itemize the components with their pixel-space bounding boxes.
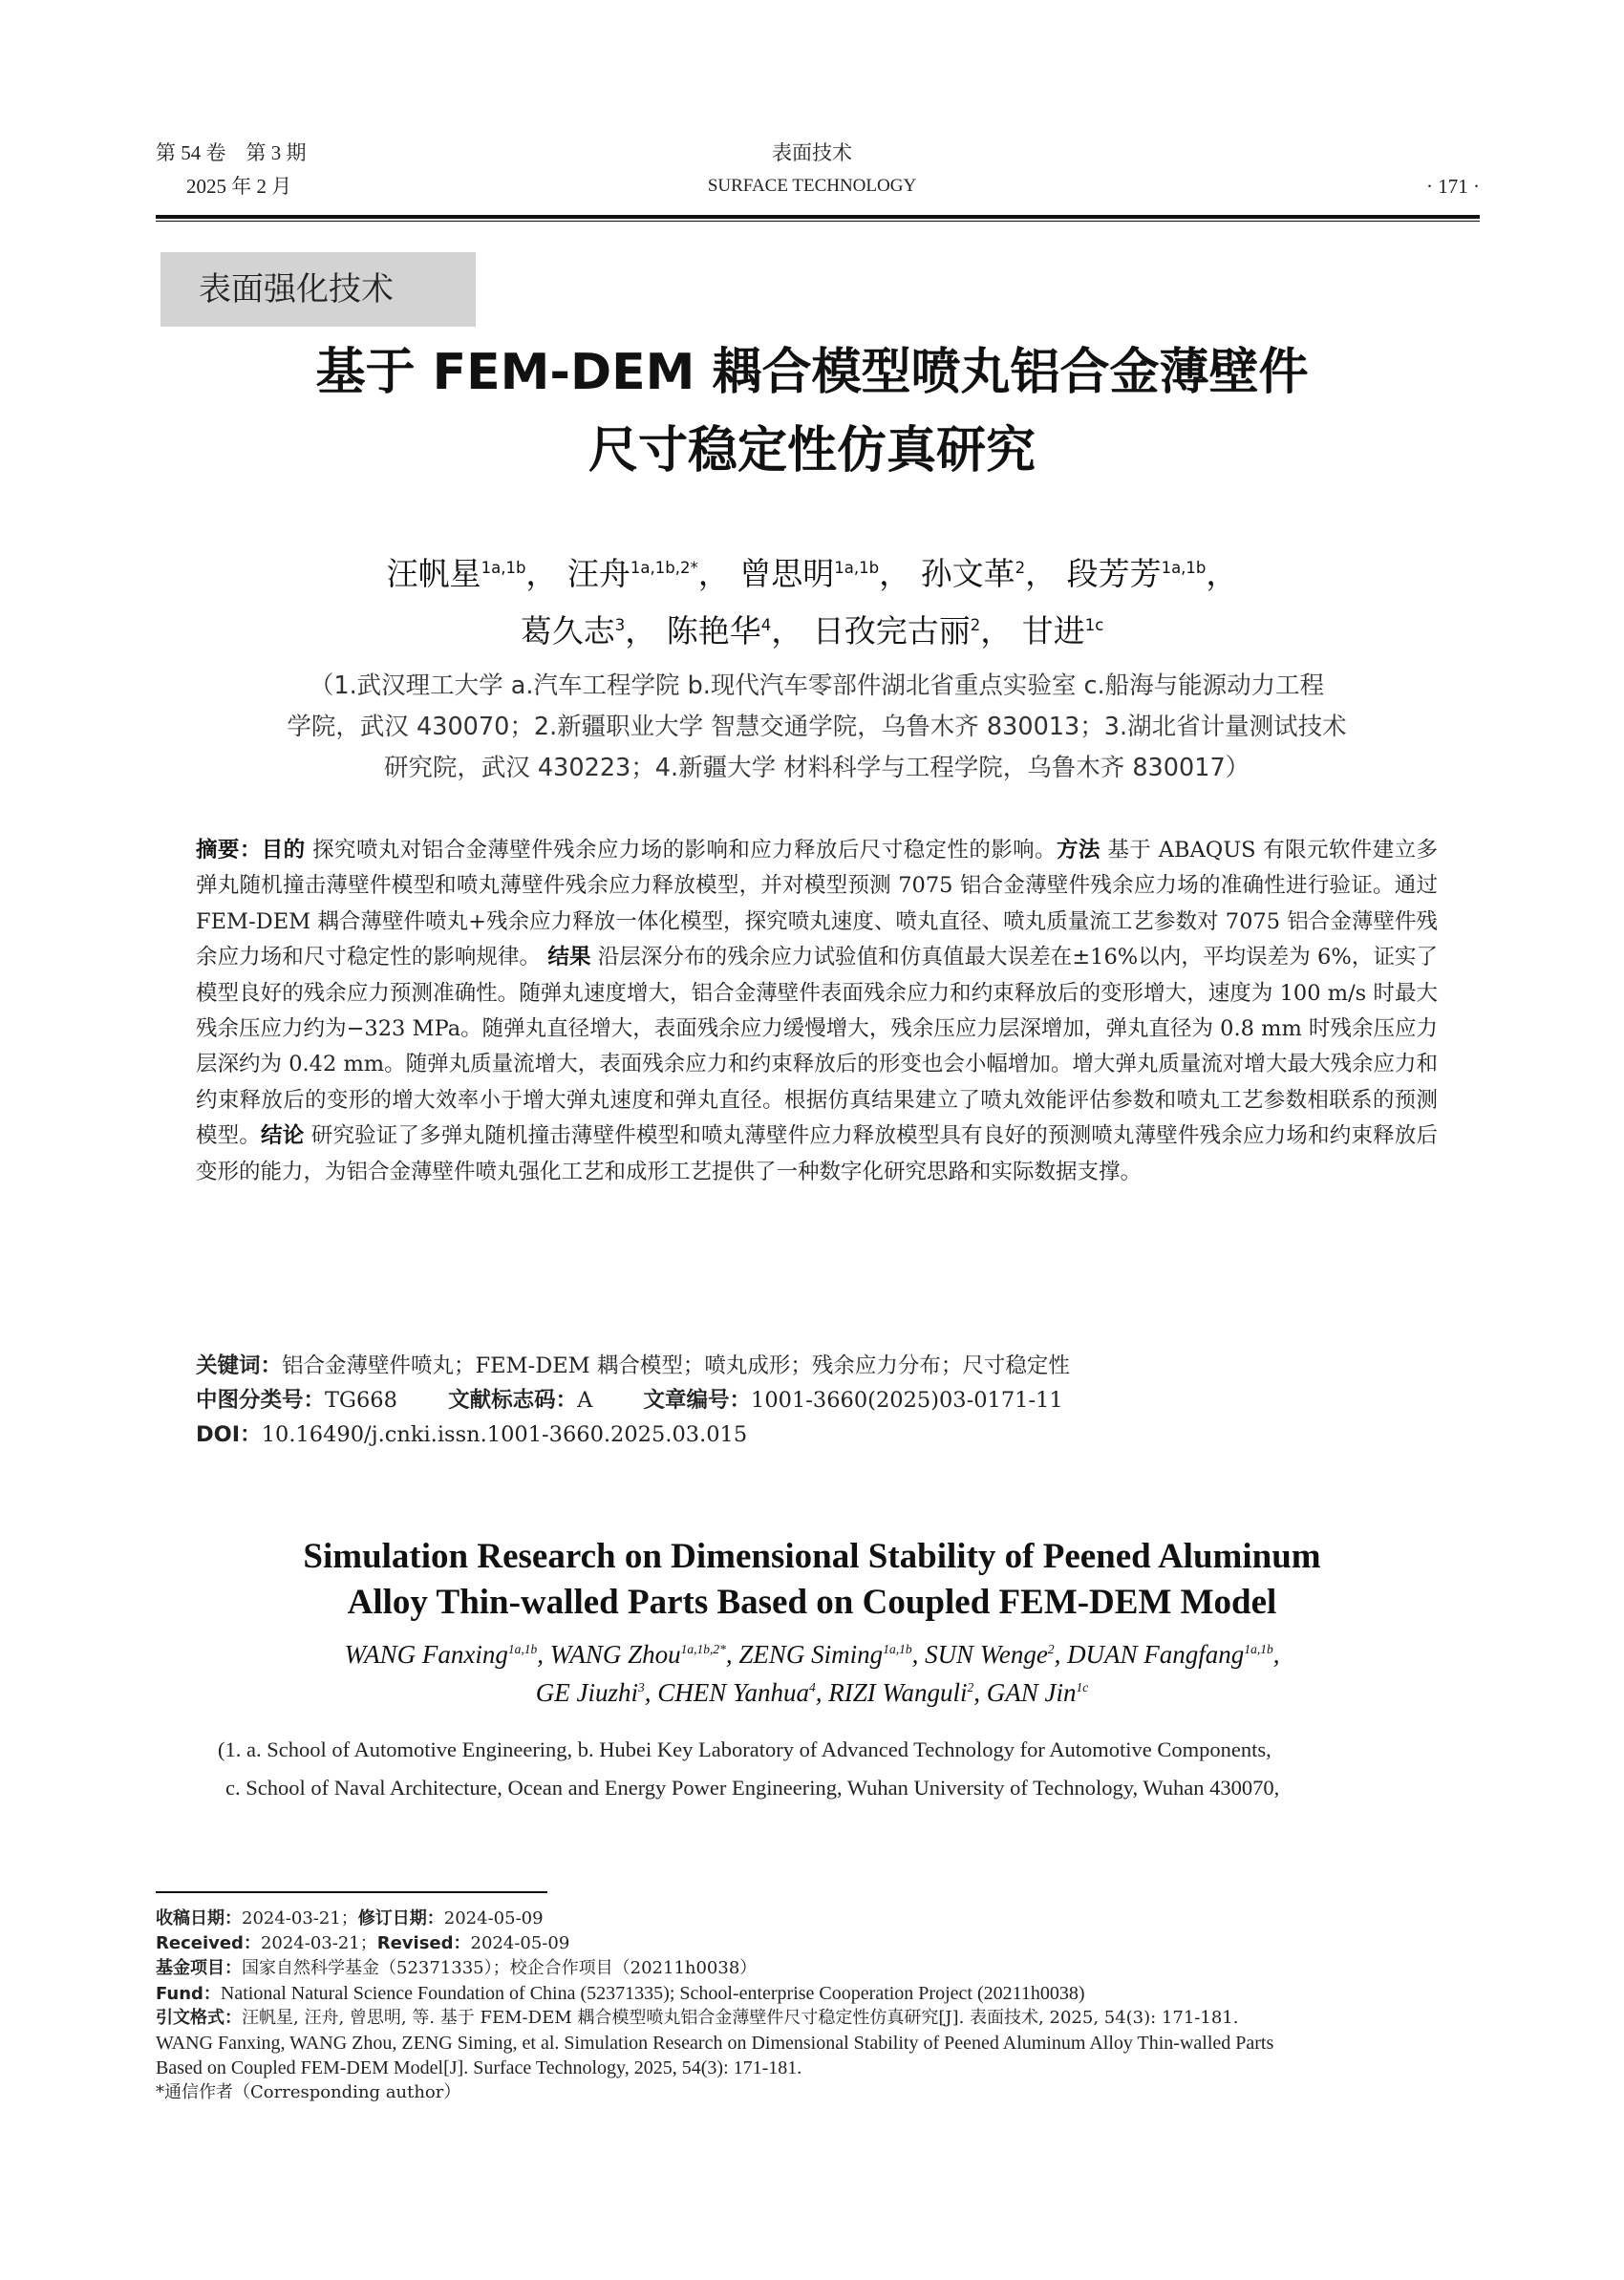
abstract-method: 基于 ABAQUS 有限元软件建立多弹丸随机撞击薄壁件模型和喷丸薄壁件残余应力释放模型，并对模型预测 7075 铝合金薄壁件残余应力场的准确性进行验证。通过 FEM-DEM 耦合薄壁件喷丸+残余应力释放一体化模型，探究喷丸速度、喷丸直径、喷丸质量流工艺参数对 7075 铝合金薄壁件残余应力场和尺寸稳定性的影响规律。 bbox=[196, 838, 1438, 970]
separator: , bbox=[537, 1640, 550, 1669]
affiliation-cn-line2: 学院，武汉 430070；2.新疆职业大学 智慧交通学院，乌鲁木齐 830013；3.湖北省计量测试技术 bbox=[287, 713, 1347, 741]
author-en: DUAN Fangfang bbox=[1067, 1640, 1245, 1669]
column-tag: 表面强化技术 bbox=[160, 252, 476, 327]
result-label: 结果 bbox=[547, 945, 591, 970]
doi-label: DOI： bbox=[196, 1422, 262, 1447]
author-sup: 3 bbox=[614, 616, 626, 634]
author-sup: 1a,1b bbox=[481, 559, 526, 577]
volume-issue: 第 54 卷 第 3 期 bbox=[156, 141, 307, 164]
clc-value: TG668 bbox=[325, 1388, 397, 1413]
keywords-value: 铝合金薄壁件喷丸；FEM-DEM 耦合模型；喷丸成形；残余应力分布；尺寸稳定性 bbox=[282, 1353, 1070, 1378]
author-cn: 葛久志 bbox=[520, 612, 615, 650]
author-sup: 1a,1b bbox=[1161, 559, 1207, 577]
doc-code-label: 文献标志码： bbox=[448, 1388, 578, 1413]
affiliation-en-line1: (1. a. School of Automotive Engineering, b. Hubei Key Laboratory of Advanced Technology for Automotive Components, bbox=[218, 1737, 1271, 1761]
doi-value: 10.16490/j.cnki.issn.1001-3660.2025.03.015 bbox=[261, 1422, 748, 1447]
author-cn: 甘进 bbox=[1021, 612, 1085, 650]
author-cn: 曾思明 bbox=[739, 555, 835, 592]
footnote-fund-cn bbox=[156, 1956, 1484, 1981]
issue-date: 2025 年 2 月 bbox=[186, 175, 292, 198]
separator: , bbox=[644, 1678, 658, 1707]
author-cn: 日孜完古丽 bbox=[812, 612, 971, 650]
footnote-fund-en bbox=[156, 1981, 1484, 2007]
title-en-line1: Simulation Research on Dimensional Stability of Peened Aluminum bbox=[303, 1537, 1321, 1576]
clc-label: 中图分类号： bbox=[196, 1388, 326, 1413]
author-cn: 汪舟 bbox=[566, 555, 630, 592]
author-en: CHEN Yanhua bbox=[657, 1678, 810, 1707]
author-en: WANG Fanxing bbox=[344, 1640, 508, 1669]
author-sup: 1a,1b bbox=[883, 1642, 912, 1656]
footnote-received-cn bbox=[156, 1907, 1484, 1931]
title-cn-line2: 尺寸稳定性仿真研究 bbox=[588, 422, 1036, 479]
author-sup: 2 bbox=[1015, 559, 1026, 577]
citation-label: 引文格式： bbox=[156, 2008, 242, 2028]
author-en: GAN Jin bbox=[986, 1678, 1077, 1707]
method-label: 方法 bbox=[1056, 838, 1100, 863]
author-sup: 1a,1b bbox=[834, 559, 880, 577]
footnote-citation-cn bbox=[156, 2006, 1484, 2031]
footnote-rule bbox=[156, 1891, 547, 1893]
author-sup: 1a,1b,2* bbox=[630, 559, 698, 577]
separator: ， bbox=[771, 612, 803, 650]
separator: ， bbox=[980, 612, 1013, 650]
author-sup: 1a,1b bbox=[507, 1642, 538, 1656]
authors-en-line2 bbox=[0, 1673, 1624, 1712]
abstract-label: 摘要： bbox=[196, 838, 262, 863]
authors-en-line1 bbox=[0, 1635, 1624, 1673]
author-sup: 2 bbox=[970, 616, 981, 634]
footnote-received-en bbox=[156, 1931, 1484, 1956]
separator: , bbox=[911, 1640, 926, 1669]
author-sup: 2 bbox=[967, 1680, 974, 1694]
author-cn: 孙文革 bbox=[920, 555, 1015, 592]
author-sup: 1c bbox=[1076, 1680, 1089, 1694]
revised-en-label: Revised： bbox=[376, 1933, 471, 1953]
author-en: WANG Zhou bbox=[549, 1640, 681, 1669]
header-rule bbox=[156, 215, 1480, 219]
separator: ， bbox=[525, 555, 558, 592]
author-sup: 4 bbox=[809, 1680, 816, 1694]
article-no-value: 1001-3660(2025)03-0171-11 bbox=[751, 1388, 1063, 1413]
separator: , bbox=[1272, 1640, 1280, 1669]
revised-en-value: 2024-05-09 bbox=[470, 1933, 570, 1953]
footnote-citation-en-line2: Based on Coupled FEM-DEM Model[J]. Surface Technology, 2025, 54(3): 171-181. bbox=[156, 2057, 802, 2078]
separator: , bbox=[815, 1678, 829, 1707]
citation-cn: 汪帆星, 汪舟, 曾思明, 等. 基于 FEM-DEM 耦合模型喷丸铝合金薄壁件尺寸稳定性仿真研究[J]. 表面技术, 2025, 54(3): 171-181. bbox=[242, 2008, 1239, 2028]
affiliation-en-line2: c. School of Naval Architecture, Ocean and Energy Power Engineering, Wuhan University of Technology, Wuhan 430070, bbox=[225, 1776, 1280, 1800]
journal-name-en: SURFACE TECHNOLOGY bbox=[707, 176, 917, 196]
page-number: · 171 · bbox=[1426, 175, 1480, 198]
author-sup: 3 bbox=[637, 1680, 645, 1694]
separator: ， bbox=[625, 612, 657, 650]
keywords bbox=[196, 1349, 1438, 1383]
received-en-value: 2024-03-21； bbox=[260, 1933, 377, 1953]
authors-cn-line1 bbox=[0, 545, 1624, 603]
author-sup: 1a,1b,2* bbox=[680, 1642, 726, 1656]
journal-name-cn: 表面技术 bbox=[772, 141, 852, 164]
header-rule-thin bbox=[156, 221, 1480, 222]
author-cn: 陈艳华 bbox=[666, 612, 761, 650]
received-en-label: Received： bbox=[156, 1933, 261, 1953]
author-en: ZENG Siming bbox=[738, 1640, 884, 1669]
affiliation-cn-line3: 研究院，武汉 430223；4.新疆大学 材料科学与工程学院，乌鲁木齐 830017） bbox=[383, 754, 1250, 782]
affiliation-cn-line1: （1.武汉理工大学 a.汽车工程学院 b.现代汽车零部件湖北省重点实验室 c.船海与能源动力工程 bbox=[309, 671, 1325, 700]
title-en-line2: Alloy Thin-walled Parts Based on Coupled FEM-DEM Model bbox=[347, 1583, 1277, 1622]
separator: , bbox=[973, 1678, 987, 1707]
article-no-label: 文章编号： bbox=[643, 1388, 752, 1413]
separator: , bbox=[725, 1640, 739, 1669]
abstract-purpose: 探究喷丸对铝合金薄壁件残余应力场的影响和应力释放后尺寸稳定性的影响。 bbox=[312, 838, 1057, 863]
separator: ， bbox=[697, 555, 730, 592]
purpose-label: 目的 bbox=[261, 838, 306, 863]
author-sup: 1a,1b bbox=[1244, 1642, 1273, 1656]
author-sup: 4 bbox=[760, 616, 772, 634]
abstract-conclusion: 研究验证了多弹丸随机撞击薄壁件模型和喷丸薄壁件应力释放模型具有良好的预测喷丸薄壁件残余应力场和约束释放后变形的能力，为铝合金薄壁件喷丸强化工艺和成形工艺提供了一种数字化研究思路和实际数据支撑。 bbox=[196, 1123, 1438, 1184]
doi bbox=[196, 1417, 1438, 1452]
conclusion-label: 结论 bbox=[261, 1123, 305, 1149]
revised-cn-value: 2024-05-09 bbox=[443, 1908, 544, 1928]
keywords-label: 关键词： bbox=[196, 1353, 283, 1378]
title-cn-line1: 基于 FEM-DEM 耦合模型喷丸铝合金薄壁件 bbox=[315, 344, 1309, 401]
classification bbox=[196, 1383, 1438, 1417]
separator: , bbox=[1054, 1640, 1068, 1669]
separator: ， bbox=[1025, 555, 1058, 592]
separator: ， bbox=[1206, 555, 1238, 592]
abstract bbox=[196, 833, 1438, 1190]
author-cn: 汪帆星 bbox=[386, 555, 481, 592]
footnote-corresponding: *通信作者（Corresponding author） bbox=[156, 2082, 461, 2102]
author-cn: 段芳芳 bbox=[1066, 555, 1162, 592]
fund-en-label: Fund： bbox=[156, 1984, 221, 2004]
abstract-result: 沿层深分布的残余应力试验值和仿真值最大误差在±16%以内，平均误差为 6%，证实了模型良好的残余应力预测准确性。随弹丸速度增大，铝合金薄壁件表面残余应力和约束释放后的变形增大，速度为 100 m/s 时最大残余压应力约为−323 MPa。随弹丸直径增大，表面残余应力缓慢增大，残余压应力层深增加，弹丸直径为 0.8 mm 时残余压应力层深约为 0.42 mm。随弹丸质量流增大，表面残余应力和约束释放后的形变也会小幅增加。增大弹丸质量流对增大最大残余应力和约束释放后的变形的增大效率小于增大弹丸速度和弹丸直径。根据仿真结果建立了喷丸效能评估参数和喷丸工艺参数相联系的预测模型。 bbox=[196, 945, 1439, 1149]
author-en: RIZI Wanguli bbox=[828, 1678, 968, 1707]
fund-en-value: National Natural Science Foundation of China (52371335); School-enterprise Cooperation Project (20211h0038) bbox=[220, 1983, 1085, 2004]
separator: ， bbox=[879, 555, 911, 592]
fund-cn-label: 基金项目： bbox=[156, 1958, 242, 1978]
fund-cn-value: 国家自然科学基金（52371335）；校企合作项目（20211h0038） bbox=[242, 1958, 758, 1978]
author-sup: 2 bbox=[1047, 1642, 1055, 1656]
author-en: GE Jiuzhi bbox=[535, 1678, 638, 1707]
doc-code-value: A bbox=[577, 1388, 593, 1413]
footnote-citation-en-line1: WANG Fanxing, WANG Zhou, ZENG Siming, et al. Simulation Research on Dimensional Stability of Peened Aluminum Alloy Thin-walled Parts bbox=[156, 2033, 1274, 2054]
author-sup: 1c bbox=[1084, 616, 1104, 634]
received-cn-value: 2024-03-21； bbox=[242, 1908, 358, 1928]
authors-cn-line2 bbox=[0, 603, 1624, 660]
author-en: SUN Wenge bbox=[925, 1640, 1048, 1669]
revised-cn-label: 修订日期： bbox=[357, 1908, 444, 1928]
received-cn-label: 收稿日期： bbox=[156, 1908, 242, 1928]
